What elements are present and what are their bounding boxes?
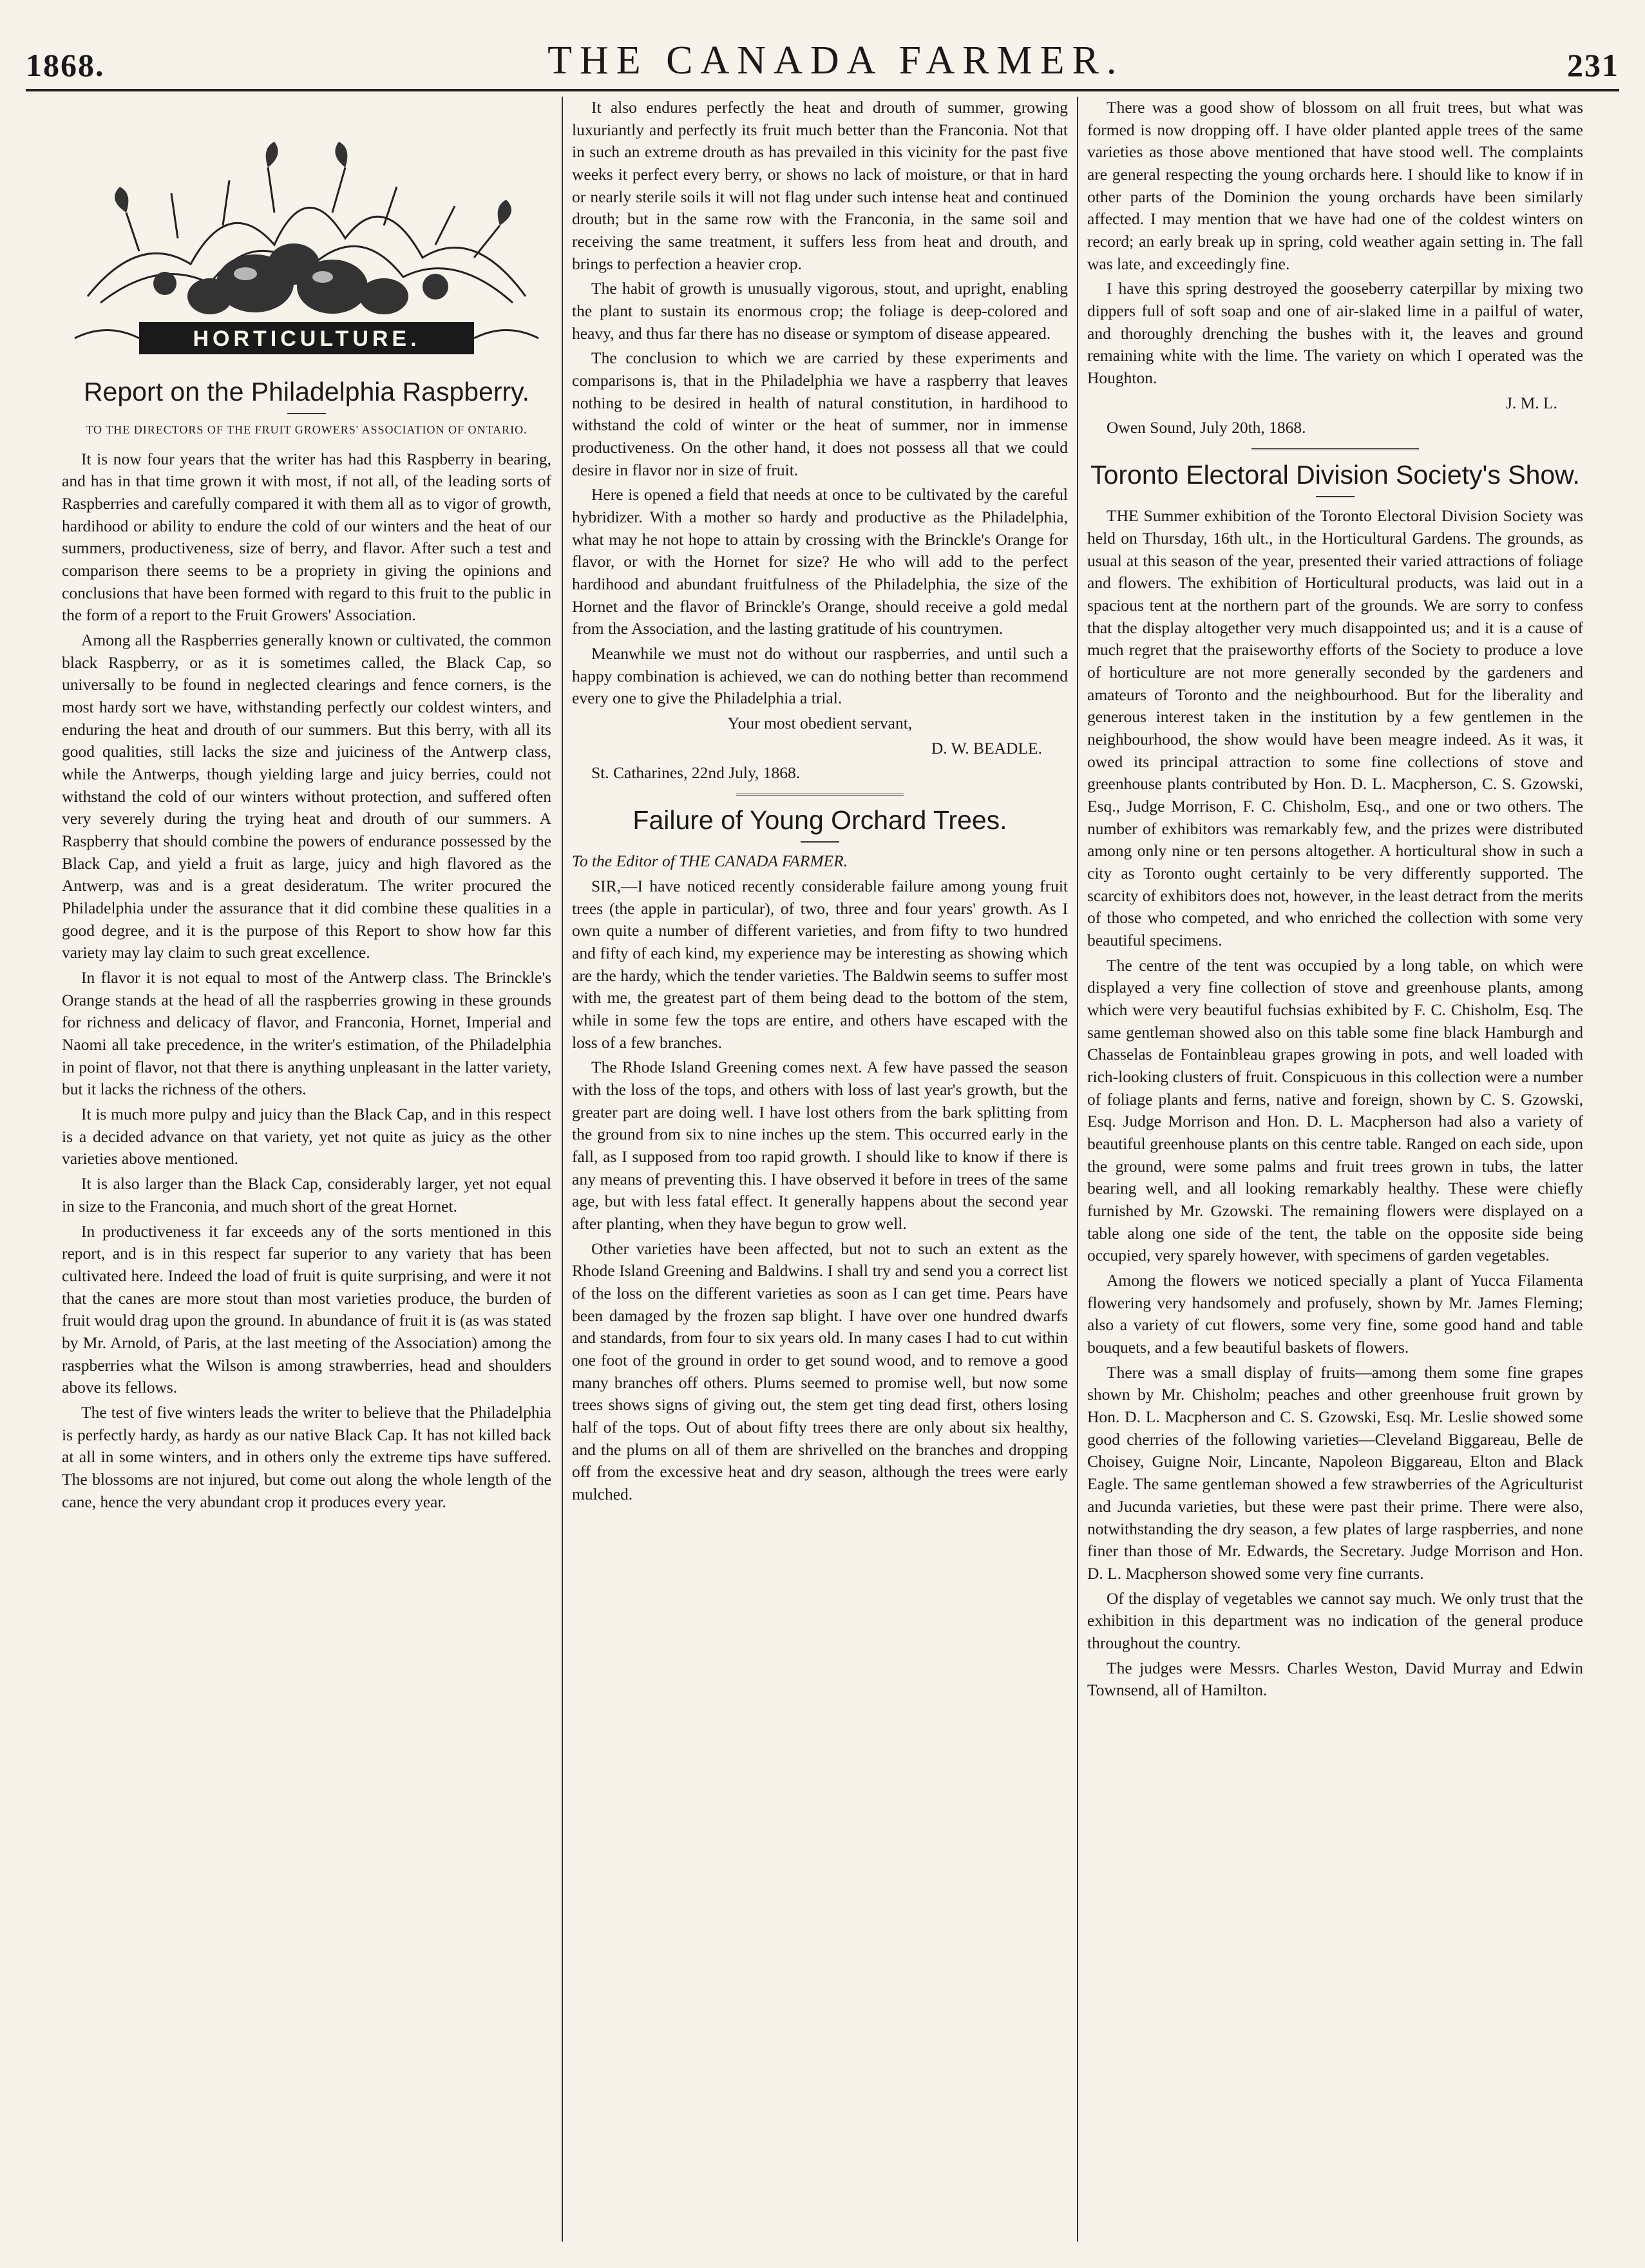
heading-rule bbox=[287, 413, 326, 414]
column-2 bbox=[572, 97, 1068, 2242]
article-paragraph: There was a good show of blossom on all fruit trees, but what was formed is now dropping off. I have older planted apple trees of the same varieties as those above mentioned that have stood well. The complaints are general respecting the young orchards here. I should like to know if in other parts of the Dominion the young orchards have been similarly affected. I may mention that we have had one of the coldest winters on record; an early break up in spring, cold weather again setting in. The fall was late, and exceedingly fine. bbox=[1087, 98, 1583, 273]
section-divider bbox=[1251, 448, 1419, 450]
column-divider bbox=[562, 97, 563, 2242]
horticulture-engraving bbox=[62, 135, 551, 367]
letter-closing: Your most obedient servant, bbox=[727, 714, 913, 733]
article-paragraph: There was a small display of fruits—among them some fine grapes shown by Mr. Chisholm; peaches and other greenhouse fruit grown by Hon. D. L. Macpherson and C. S. Gzowski, Esq. Mr. Leslie showed some good cherries of the following varieties—Cleveland Biggareau, Belle de Choisey, Guigne Noir, Lincante, Napoleon Biggareau, Elton and Black Eagle. The same gentleman showed a few strawberries of the Agriculturist and Jucunda varieties, but these were past their prime. There were also, notwithstanding the dry season, a few plates of large raspberries, and none finer than those of Mr. Edwards, the Secretary. Judge Morrison and Hon. D. L. Macpherson showed some very fine currants. bbox=[1087, 1362, 1583, 1583]
article-paragraph: It is now four years that the writer has had this Raspberry in bearing, and has in that time grown it with most, if not all, of the leading sorts of Raspberries and carefully compared it with them all as to vigor of growth, hardihood or ability to endure the cold of our winters and the heat of our summers, productiveness, size of berry, and flavor. After such a test and comparison there seems to be a propriety in giving the opinions and conclusions that have been formed with regard to this fruit to the public in the form of a report to the Fruit Growers' Association. bbox=[62, 449, 551, 625]
article-paragraph: It is also larger than the Black Cap, considerably larger, yet not equal in size to the Franconia, and much short of the great Hornet. bbox=[62, 1174, 551, 1215]
article-paragraph: The test of five winters leads the writer to believe that the Philadelphia is perfectly hardy, as hardy as our native Black Cap. It has not killed back at all in some winters, and in others only the extreme tips have suffered. The blossoms are not injured, but come out along the whole length of the cane, hence the very abundant crop it produces every year. bbox=[62, 1402, 551, 1511]
engraving-label: HORTICULTURE. bbox=[193, 327, 421, 351]
article-address: TO THE DIRECTORS OF THE FRUIT GROWERS' ASSOCIATION OF ONTARIO. bbox=[86, 423, 528, 437]
article-paragraph: In flavor it is not equal to most of the Antwerp class. The Brinckle's Orange stands at the head of all the raspberries growing in these grounds for richness and delicacy of flavor, and Franconia, Hornet, Imperial and Naomi all take precedence, in the writer's estimation, of the Philadelphia in point of flavor, not that there is anything unpleasant in the latter variety, but it lacks the richness of the others. bbox=[62, 968, 551, 1099]
article-paragraph: It is much more pulpy and juicy than the Black Cap, and in this respect is a decided advance on that variety, yet not quite as juicy as the other varieties above mentioned. bbox=[62, 1105, 551, 1168]
article-paragraph: The Rhode Island Greening comes next. A few have passed the season with the loss of the tops, and others with loss of last year's growth, but the greater part are doing well. I have lost others from the bark splitting from the ground from six to nine inches up the stem. This occurred early in the fall, as I supposed from too rapid growth. I should like to know if there is any means of preventing this. I have observed it before in trees of the same age, but with less fatal effect. It generally happens about the second year after planting, when they have begun to grow well. bbox=[572, 1058, 1068, 1234]
letter-salutation: To the Editor of THE CANADA FARMER. bbox=[572, 852, 848, 871]
issue-year: 1868. bbox=[26, 47, 105, 83]
letter-initials: J. M. L. bbox=[1505, 393, 1557, 412]
article-paragraph: The conclusion to which we are carried by these experiments and comparisons is, that in the Philadelphia we have a raspberry that leaves nothing to be desired in health of natural constitution, in hardihood to withstand the cold of winter or the heat of summer, nor in immense productiveness. On the other hand, it does not possess all that we could desire in flavor nor in size of fruit. bbox=[572, 348, 1068, 479]
article-paragraph: The judges were Messrs. Charles Weston, David Murray and Edwin Townsend, all of Hamilton. bbox=[1087, 1658, 1583, 1700]
masthead-rule bbox=[26, 89, 1619, 91]
letter-signature: D. W. BEADLE. bbox=[931, 738, 1042, 758]
article-paragraph: It also endures perfectly the heat and drouth of summer, growing luxuriantly and perfectly its fruit much better than the Franconia. Not that in such an extreme drouth as has prevailed in this vicinity for the past five weeks it perfect every berry, or shows no lack of moisture, or that in hard or nearly sterile soils it will not flag under such intense heat and continued drouth; but in the same row with the Franconia, in the same soil and receiving the same treatment, it suffers less from heat and drouth, and brings to perfection a heavier crop. bbox=[572, 98, 1068, 273]
article-paragraph: Of the display of vegetables we cannot say much. We only trust that the exhibition in this department was no indication of the general produce throughout the country. bbox=[1087, 1588, 1583, 1652]
article-paragraph: Here is opened a field that needs at once to be cultivated by the careful hybridizer. With a mother so hardy and productive as the Philadelphia, what may he not hope to attain by crossing with the Brinckle's Orange for flavor, or with the Hornet for size? He who will add to the perfect hardihood and abundant fruitfulness of the Philadelphia, the size of the Hornet and the flavor of Brinckle's Orange, should receive a gold medal from the Association, and the lasting gratitude of his countrymen. bbox=[572, 485, 1068, 638]
article-heading: Report on the Philadelphia Raspberry. bbox=[83, 377, 530, 406]
article-paragraph: The habit of growth is unusually vigorous, stout, and upright, enabling the plant to sustain its enormous crop; the foliage is deep-colored and heavy, and thus far there has no disease or symptom of disease appeared. bbox=[572, 279, 1068, 343]
section-divider bbox=[736, 794, 904, 796]
heading-rule bbox=[801, 841, 839, 843]
article-heading: Toronto Electoral Division Society's Show. bbox=[1090, 460, 1580, 490]
page-number: 231 bbox=[1567, 47, 1619, 83]
newspaper-title: THE CANADA FARMER. bbox=[547, 39, 1125, 82]
article-paragraph: The centre of the tent was occupied by a long table, on which were displayed a very fine collection of stove and greenhouse plants, among which were very beautiful fuchsias exhibited by F. C. Chisholm, Esq. The same gentleman showed also on this table some fine black Hamburgh and Chasselas de Fontainbleau grapes growing in pots, and well loaded with rich-looking clusters of fruit. Conspicuous in this collection were a number of foliage plants and ferns, native and foreign, shown by C. S. Gzowski, Esq. Judge Morrison and Hon. D. L. Macpherson had also a variety of beautiful greenhouse plants on this centre table. Ranged on each side, upon the ground, were some palms and fruit trees grown in tubs, the latter bearing well, and all looking remarkably healthy. These were chiefly furnished by Mr. Gzowski. The remaining flowers were displayed on a table along one side of the tent, the table on the opposite side being occupied, very sparely however, with specimens of garden vegetables. bbox=[1087, 955, 1583, 1265]
masthead bbox=[26, 19, 1619, 84]
article-paragraph: Among the flowers we noticed specially a plant of Yucca Filamenta flowering very handsomely and profusely, shown by Mr. James Fleming; also a variety of cut flowers, some very fine, some good hand and table bouquets, and a few beautiful baskets of flowers. bbox=[1087, 1271, 1583, 1357]
article-paragraph: Among all the Raspberries generally known or cultivated, the common black Raspberry, or as it is sometimes called, the Black Cap, so universally to be found in neglected clearings and fence corners, is the most hardy sort we have, withstanding perfectly our coldest winters, and enduring the heat and drouth of our summers. But this berry, with all its good qualities, still lacks the size and juiciness of the Antwerp class, while the Antwerps, though yielding large and juicy berries, could not withstand the cold of our winters without protection, and suffered often very severely during the trying heat and drouth of our summers. A Raspberry that should combine the powers of endurance possessed by the Black Cap, and yield a fruit as large, juicy and high flavored as the Antwerp, was and is a great desideratum. The writer procured the Philadelphia under the assurance that it did combine these qualities in a good degree, and it is the purpose of this Report to show how far this variety may lay claim to such great excellence. bbox=[62, 631, 551, 962]
article-paragraph: Meanwhile we must not do without our raspberries, and until such a happy combination is achieved, we can do nothing better than recommend every one to give the Philadelphia a trial. bbox=[572, 644, 1068, 708]
letter-dateline: St. Catharines, 22nd July, 1868. bbox=[591, 763, 801, 783]
column-1 bbox=[62, 97, 551, 2242]
article-paragraph: THE Summer exhibition of the Toronto Electoral Division Society was held on Thursday, 16th ult., in the Horticultural Gardens. The grounds, as usual at this season of the year, presented their varied attractions of foliage and flowers. The exhibition of Horticultural products, was laid out in a spacious tent at the northern part of the grounds. We are sorry to confess that the display altogether very much disappointed us; and it is a cause of much regret that the praiseworthy efforts of the Society to produce a love of horticulture are not more generally seconded by the gardeners and amateurs of Toronto and the neighbourhood. But for the liberality and generous interest taken in the institution by a few gentlemen in the neighbourhood, the show would have been meagre indeed. As it was, it owed its principal attraction to some fine collections of stove and greenhouse plants contributed by Hon. D. L. Macpherson, C. S. Gzowski, Esq., Judge Morrison, F. C. Chisholm, Esq., and one or two others. The number of exhibitors was remarkably few, and the prizes were distributed among only nine or ten persons altogether. A horticultural show in such a city as Toronto ought certainly to be very differently supported. The scarcity of exhibitors does not, however, in the least detract from the merits of those who competed, and who enriched the collection with some very beautiful specimens. bbox=[1087, 506, 1583, 950]
article-paragraph: I have this spring destroyed the gooseberry caterpillar by mixing two dippers full of soft soap and one of air-slaked lime in a pailful of water, and thoroughly drenching the bushes with it, the leaves and ground remaining white with the lime. The variety on which I operated was the Houghton. bbox=[1087, 279, 1583, 388]
article-paragraph: In productiveness it far exceeds any of the sorts mentioned in this report, and is in this respect far superior to any variety that has been cultivated here. Indeed the load of fruit is quite surprising, and were it not that the canes are more stout than most varieties produce, the burden of fruit would drag upon the ground. In abundance of fruit it is (as was stated by Mr. Arnold, of Paris, at the last meeting of the Association) among the raspberries what the Wilson is among strawberries, head and shoulders above its fellows. bbox=[62, 1221, 551, 1397]
article-heading: Failure of Young Orchard Trees. bbox=[632, 805, 1007, 835]
column-divider bbox=[1077, 97, 1078, 2242]
article-paragraph: SIR,—I have noticed recently considerable failure among young fruit trees (the apple in particular), of two, three and four years' growth. As I own quite a number of different varieties, and from fifty to two hundred and fifty of each kind, my experience may be interesting as showing which are the hardy, which the tender varieties. The Baldwin seems to suffer most with me, the greatest part of them being dead to the bottom of the stem, while in some few the tops are entire, and others have escaped with the loss of a few branches. bbox=[572, 877, 1068, 1052]
article-paragraph: Other varieties have been affected, but not to such an extent as the Rhode Island Greening and Baldwins. I shall try and send you a correct list of the loss on the different varieties as soon as I can get time. Pears have been damaged by the frozen sap blight. I have over one hundred dwarfs and standards, from four to six years old. In many cases I had to cut within one foot of the ground in order to get sound wood, and to remove a good many branches off others. Plums seemed to promise well, but now some trees shows signs of giving out, the stem get ting dead first, others losing half of the tops. Out of about fifty trees there are only about six healthy, and the plums on all of them are shrivelled on the branches and dropping off from the excessive heat and dry season, although the trees were early mulched. bbox=[572, 1239, 1068, 1504]
column-3 bbox=[1087, 97, 1583, 2242]
heading-rule bbox=[1316, 496, 1355, 497]
letter-dateline: Owen Sound, July 20th, 1868. bbox=[1107, 418, 1306, 437]
